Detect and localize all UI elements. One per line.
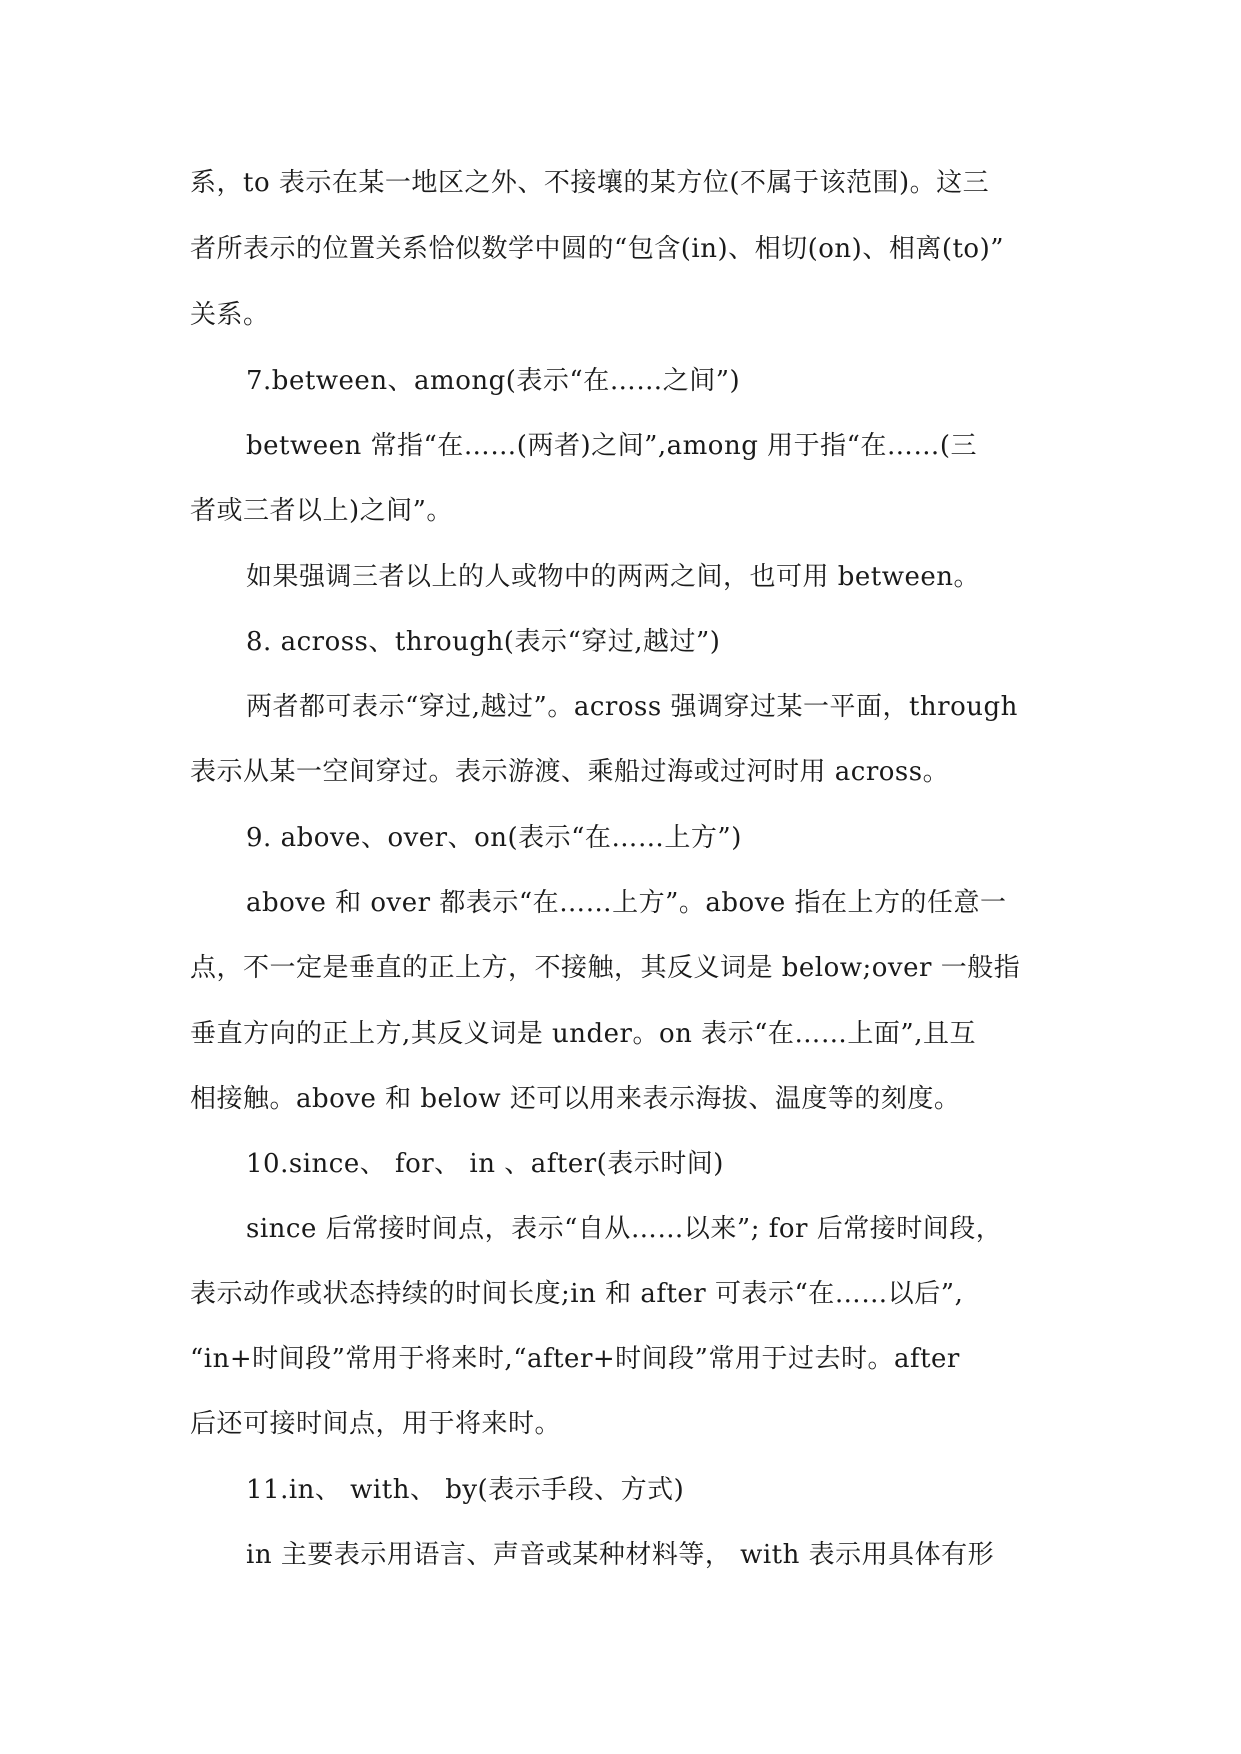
section-heading: 10.since、 for、 in 、after(表示时间) bbox=[246, 1149, 724, 1179]
text-line: 者所表示的位置关系恰似数学中圆的“包含(in)、相切(on)、相离(to)” bbox=[190, 234, 1005, 264]
section-heading: 7.between、among(表示“在……之间”) bbox=[246, 366, 741, 396]
text-line: 相接触。above 和 below 还可以用来表示海拔、温度等的刻度。 bbox=[190, 1084, 961, 1114]
text-line: 者或三者以上)之间”。 bbox=[190, 496, 453, 526]
text-line: 点，不一定是垂直的正上方，不接触，其反义词是 below;over 一般指 bbox=[190, 953, 1021, 983]
section-heading: 9. above、over、on(表示“在……上方”) bbox=[246, 823, 742, 853]
text-line: above 和 over 都表示“在……上方”。above 指在上方的任意一 bbox=[246, 888, 1007, 918]
text-line: 后还可接时间点，用于将来时。 bbox=[190, 1409, 562, 1439]
text-line: “in+时间段”常用于将来时,“after+时间段”常用于过去时。after bbox=[190, 1344, 960, 1374]
text-line: 表示从某一空间穿过。表示游渡、乘船过海或过河时用 across。 bbox=[190, 757, 950, 787]
section-heading: 11.in、 with、 by(表示手段、方式) bbox=[246, 1475, 685, 1505]
text-line: between 常指“在……(两者)之间”,among 用于指“在……(三 bbox=[246, 431, 978, 461]
text-line: 垂直方向的正上方,其反义词是 under。on 表示“在……上面”,且互 bbox=[190, 1019, 976, 1049]
text-line: since 后常接时间点，表示“自从……以来”; for 后常接时间段， bbox=[246, 1214, 1003, 1244]
text-line: 关系。 bbox=[190, 300, 270, 330]
section-heading: 8. across、through(表示“穿过,越过”) bbox=[246, 627, 721, 657]
text-line: 如果强调三者以上的人或物中的两两之间，也可用 between。 bbox=[246, 562, 981, 592]
text-line: 系，to 表示在某一地区之外、不接壤的某方位(不属于该范围)。这三 bbox=[190, 168, 990, 198]
text-line: 表示动作或状态持续的时间长度;in 和 after 可表示“在……以后”, bbox=[190, 1279, 964, 1309]
text-line: in 主要表示用语言、声音或某种材料等， with 表示用具体有形 bbox=[246, 1540, 995, 1570]
text-line: 两者都可表示“穿过,越过”。across 强调穿过某一平面，through bbox=[246, 692, 1018, 722]
